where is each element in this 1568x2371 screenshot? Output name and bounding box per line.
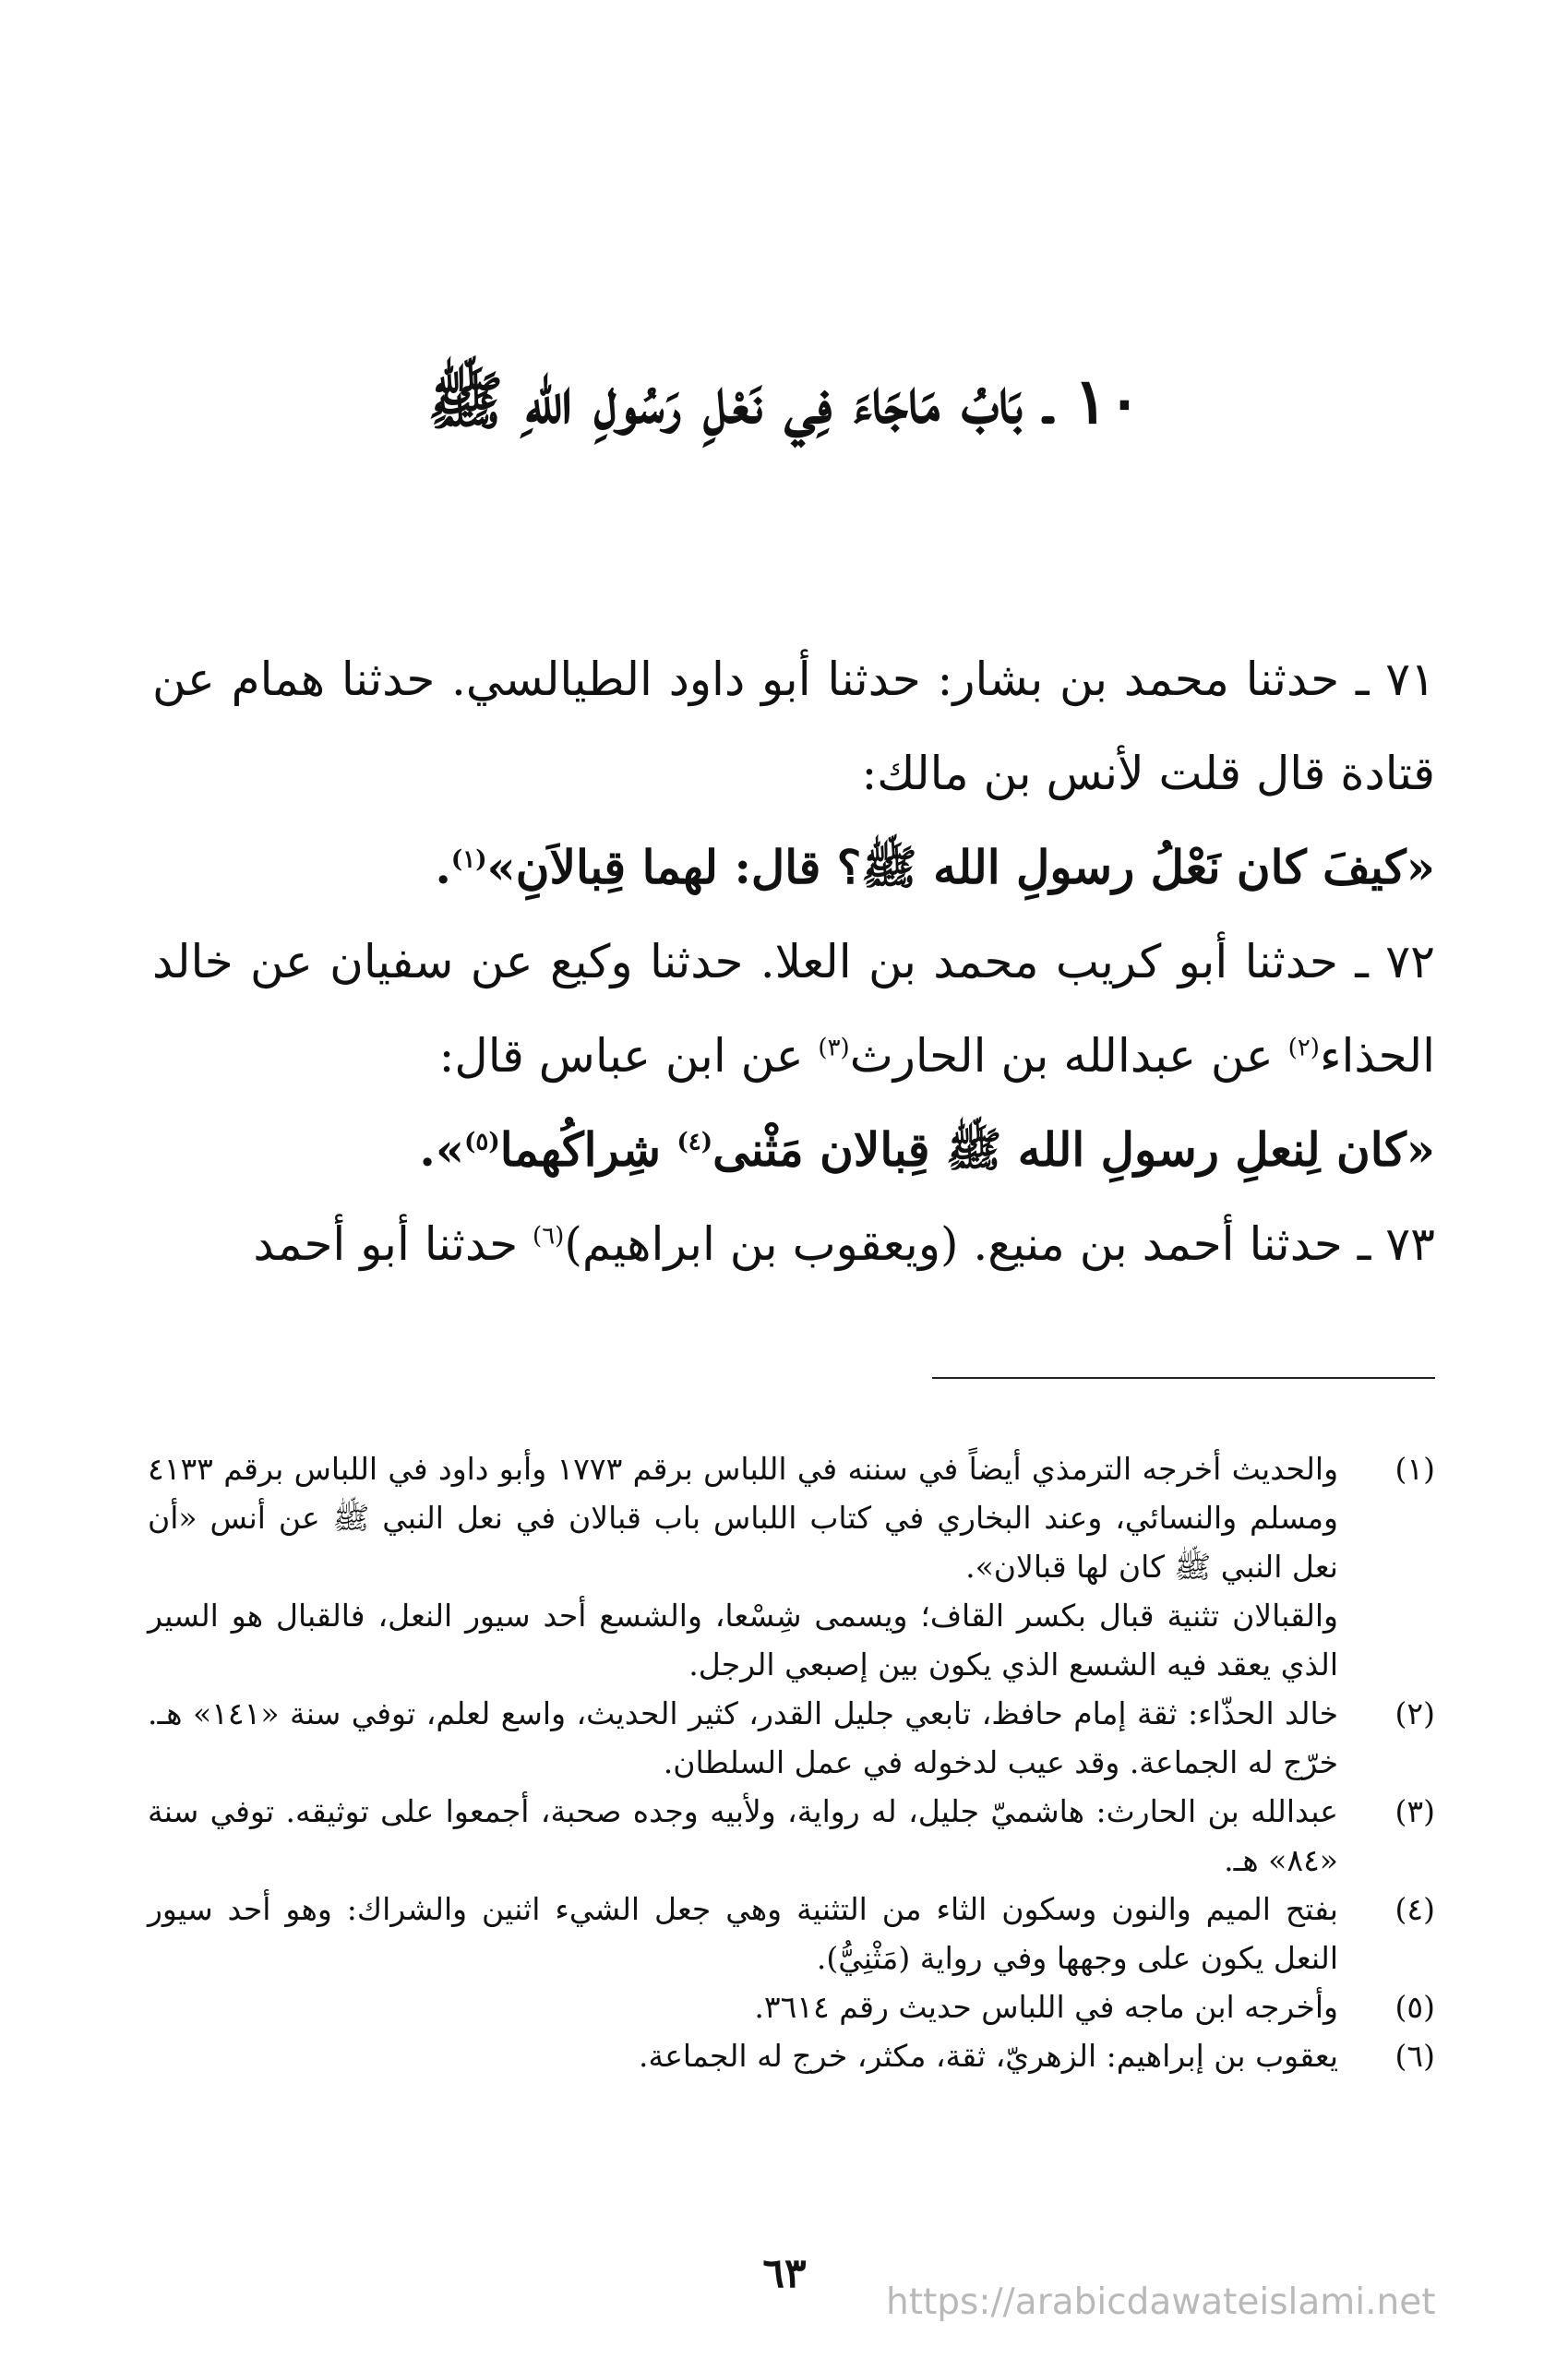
hadith-73-isnad-part-b: حدثنا أبو أحمد [253, 1217, 533, 1271]
footnote-2 [148, 1689, 1435, 1787]
hadith-71-matn [152, 820, 1435, 915]
footnote-text: وأخرجه ابن ماجه في اللباس حديث رقم ٣٦١٤. [754, 1989, 1338, 2025]
footnote-number: (٦) [1394, 2038, 1435, 2074]
footnote-number: (٤) [1394, 1891, 1435, 1927]
footnote-1 [148, 1444, 1435, 1591]
hadith-71-matn-text: «كيفَ كان نَعْلُ رسولِ الله ﷺ؟ قال: لهما قِبالاَنِ» [486, 840, 1435, 894]
hadith-72-matn-part-b: شِراكُهما [499, 1122, 677, 1177]
footnote-1-continuation: والقبالان تثنية قبال بكسر القاف؛ ويسمى شِسْعا، والشسع أحد سيور النعل، فالقبال هو السير الذي يعقد فيه الشسع الذي يكون بين إصبعي الرجل. [148, 1598, 1338, 1682]
footnote-ref-2[interactable]: (٢) [1287, 1034, 1320, 1062]
footnote-text: عبدالله بن الحارث: هاشميّ جليل، له رواية، ولأبيه وجده صحبة، أجمعوا على توثيقه. توفي سنة «٨٤» هـ. [148, 1793, 1338, 1878]
footnote-number: (٣) [1394, 1793, 1435, 1829]
page-number: ٦٣ [762, 2250, 807, 2297]
footnote-6 [148, 2031, 1435, 2080]
hadith-73-isnad [152, 1197, 1435, 1291]
footnote-text: بفتح الميم والنون وسكون الثاء من التثنية وهي جعل الشيء اثنين والشراك: وهو أحد سيور النعل يكون على وجهها وفي رواية (مَثْنِيُّ). [148, 1891, 1338, 1976]
hadith-72-matn-end: ». [419, 1122, 465, 1177]
hadith-72-matn-part-a: «كان لِنعلِ رسولِ الله ﷺ قِبالان مَثْنى [712, 1122, 1435, 1177]
footnotes [148, 1444, 1435, 2080]
footnote-text: خالد الحذّاء: ثقة إمام حافظ، تابعي جليل القدر، كثير الحديث، واسع لعلم، توفي سنة «١٤١» هـ. خرّج له الجماعة. وقد عيب لدخوله في عمل السلطان. [148, 1695, 1338, 1780]
footnote-ref-3[interactable]: (٣) [818, 1034, 850, 1062]
footnote-ref-1[interactable]: (١) [450, 845, 487, 874]
footnote-number: (٢) [1394, 1695, 1435, 1731]
footnote-number: (١) [1394, 1451, 1435, 1487]
hadith-72-isnad [152, 915, 1435, 1103]
main-text [152, 632, 1435, 1291]
footnote-ref-5[interactable]: (٥) [464, 1128, 500, 1156]
hadith-71-matn-end: . [435, 840, 451, 894]
footnote-text: والحديث أخرجه الترمذي أيضاً في سننه في اللباس برقم ١٧٧٣ وأبو داود في اللباس برقم ٤١٣٣ ومسلم والنسائي، وعند البخاري في كتاب اللباس باب قبالان في نعل النبي ﷺ عن أنس «أن نعل النبي ﷺ كان لها قبالان». [148, 1451, 1339, 1585]
hadith-72-isnad-part-a: ٧٢ ـ حدثنا أبو كريب محمد بن العلا. حدثنا وكيع عن سفيان عن خالد الحذاء [152, 935, 1435, 1083]
hadith-72-isnad-part-b: عن عبدالله بن الحارث [849, 1029, 1288, 1083]
footnote-ref-6[interactable]: (٦) [533, 1222, 565, 1251]
footnote-text: يعقوب بن إبراهيم: الزهريّ، ثقة، مكثر، خرج له الجماعة. [639, 2038, 1338, 2074]
hadith-72-matn [152, 1103, 1435, 1197]
hadith-73-isnad-part-a: ٧٣ ـ حدثنا أحمد بن منيع. (ويعقوب بن ابراهيم) [564, 1217, 1435, 1271]
footnote-5 [148, 1982, 1435, 2031]
watermark-url: https://arabicdawateislami.net [886, 2281, 1436, 2323]
hadith-71-isnad: ٧١ ـ حدثنا محمد بن بشار: حدثنا أبو داود الطيالسي. حدثنا همام عن قتادة قال قلت لأنس بن مالك: [152, 653, 1435, 800]
footnote-divider [932, 1377, 1435, 1379]
footnote-4 [148, 1885, 1435, 1982]
footnote-3 [148, 1787, 1435, 1885]
footnote-number: (٥) [1394, 1989, 1435, 2025]
hadith-72-isnad-part-c: عن ابن عباس قال: [438, 1029, 819, 1083]
chapter-title: ١٠ ـ بَابُ مَاجَاءَ فِي نَعْلِ رَسُولِ اللهِ ﷺ [427, 365, 1142, 438]
footnote-ref-4[interactable]: (٤) [676, 1128, 713, 1156]
